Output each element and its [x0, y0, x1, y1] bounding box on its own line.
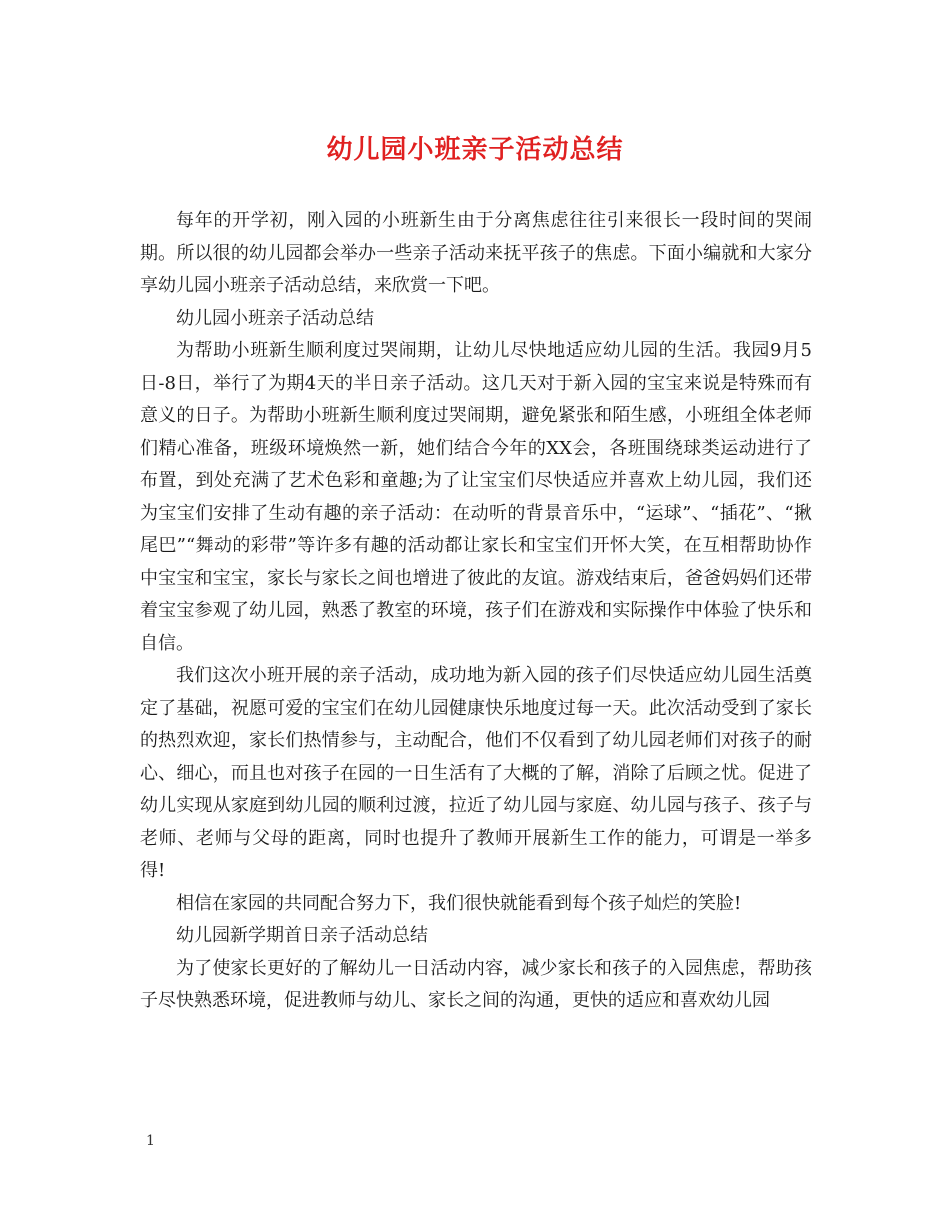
paragraph-intro: 每年的开学初，刚入园的小班新生由于分离焦虑往往引来很长一段时间的哭闹期。所以很的幼儿园都会举办一些亲子活动来抚平孩子的焦虑。下面小编就和大家分享幼儿园小班亲子活动总结，来欣赏一下吧。: [140, 210, 812, 296]
paragraph-first-day-intro: 为了使家长更好的了解幼儿一日活动内容，减少家长和孩子的入园焦虑，帮助孩子尽快熟悉环境，促进教师与幼儿、家长之间的沟通，更快的适应和喜欢幼儿园: [140, 957, 812, 1011]
document-body: [140, 205, 812, 1018]
paragraph-activity-outcome: 我们这次小班开展的亲子活动，成功地为新入园的孩子们尽快适应幼儿园生活奠定了基础，祝愿可爱的宝宝们在幼儿园健康快乐地度过每一天。此次活动受到了家长的热烈欢迎，家长们热情参与，主动配合，他们不仅看到了幼儿园老师们对孩子的耐心、细心，而且也对孩子在园的一日生活有了大概的了解，消除了后顾之忧。促进了幼儿实现从家庭到幼儿园的顺利过渡，拉近了幼儿园与家庭、幼儿园与孩子、孩子与老师、老师与父母的距离，同时也提升了教师开展新生工作的能力，可谓是一举多得!: [140, 665, 812, 881]
paragraph-closing: 相信在家园的共同配合努力下，我们很快就能看到每个孩子灿烂的笑脸!: [176, 892, 742, 914]
document-title: 幼儿园小班亲子活动总结: [326, 135, 624, 165]
page-number: 1: [146, 1133, 155, 1149]
section-heading-first-day: 幼儿园新学期首日亲子活动总结: [176, 925, 428, 946]
paragraph-activity-details: 为帮助小班新生顺利度过哭闹期，让幼儿尽快地适应幼儿园的生活。我园9月5日-8日，举行了为期4天的半日亲子活动。这几天对于新入园的宝宝来说是特殊而有意义的日子。为帮助小班新生顺利度过哭闹期，避免紧张和陌生感，小班组全体老师们精心准备，班级环境焕然一新，她们结合今年的XX会，各班围绕球类运动进行了布置，到处充满了艺术色彩和童趣;为了让宝宝们尽快适应并喜欢上幼儿园，我们还为宝宝们安排了生动有趣的亲子活动：在动听的背景音乐中，“运球”、“插花”、“揪尾巴”“舞动的彩带”等许多有趣的活动都让家长和宝宝们开怀大笑，在互相帮助协作中宝宝和宝宝，家长与家长之间也增进了彼此的友谊。游戏结束后，爸爸妈妈们还带着宝宝参观了幼儿园，熟悉了教室的环境，孩子们在游戏和实际操作中体验了快乐和自信。: [140, 340, 812, 654]
section-heading-small-class: 幼儿园小班亲子活动总结: [176, 307, 374, 329]
